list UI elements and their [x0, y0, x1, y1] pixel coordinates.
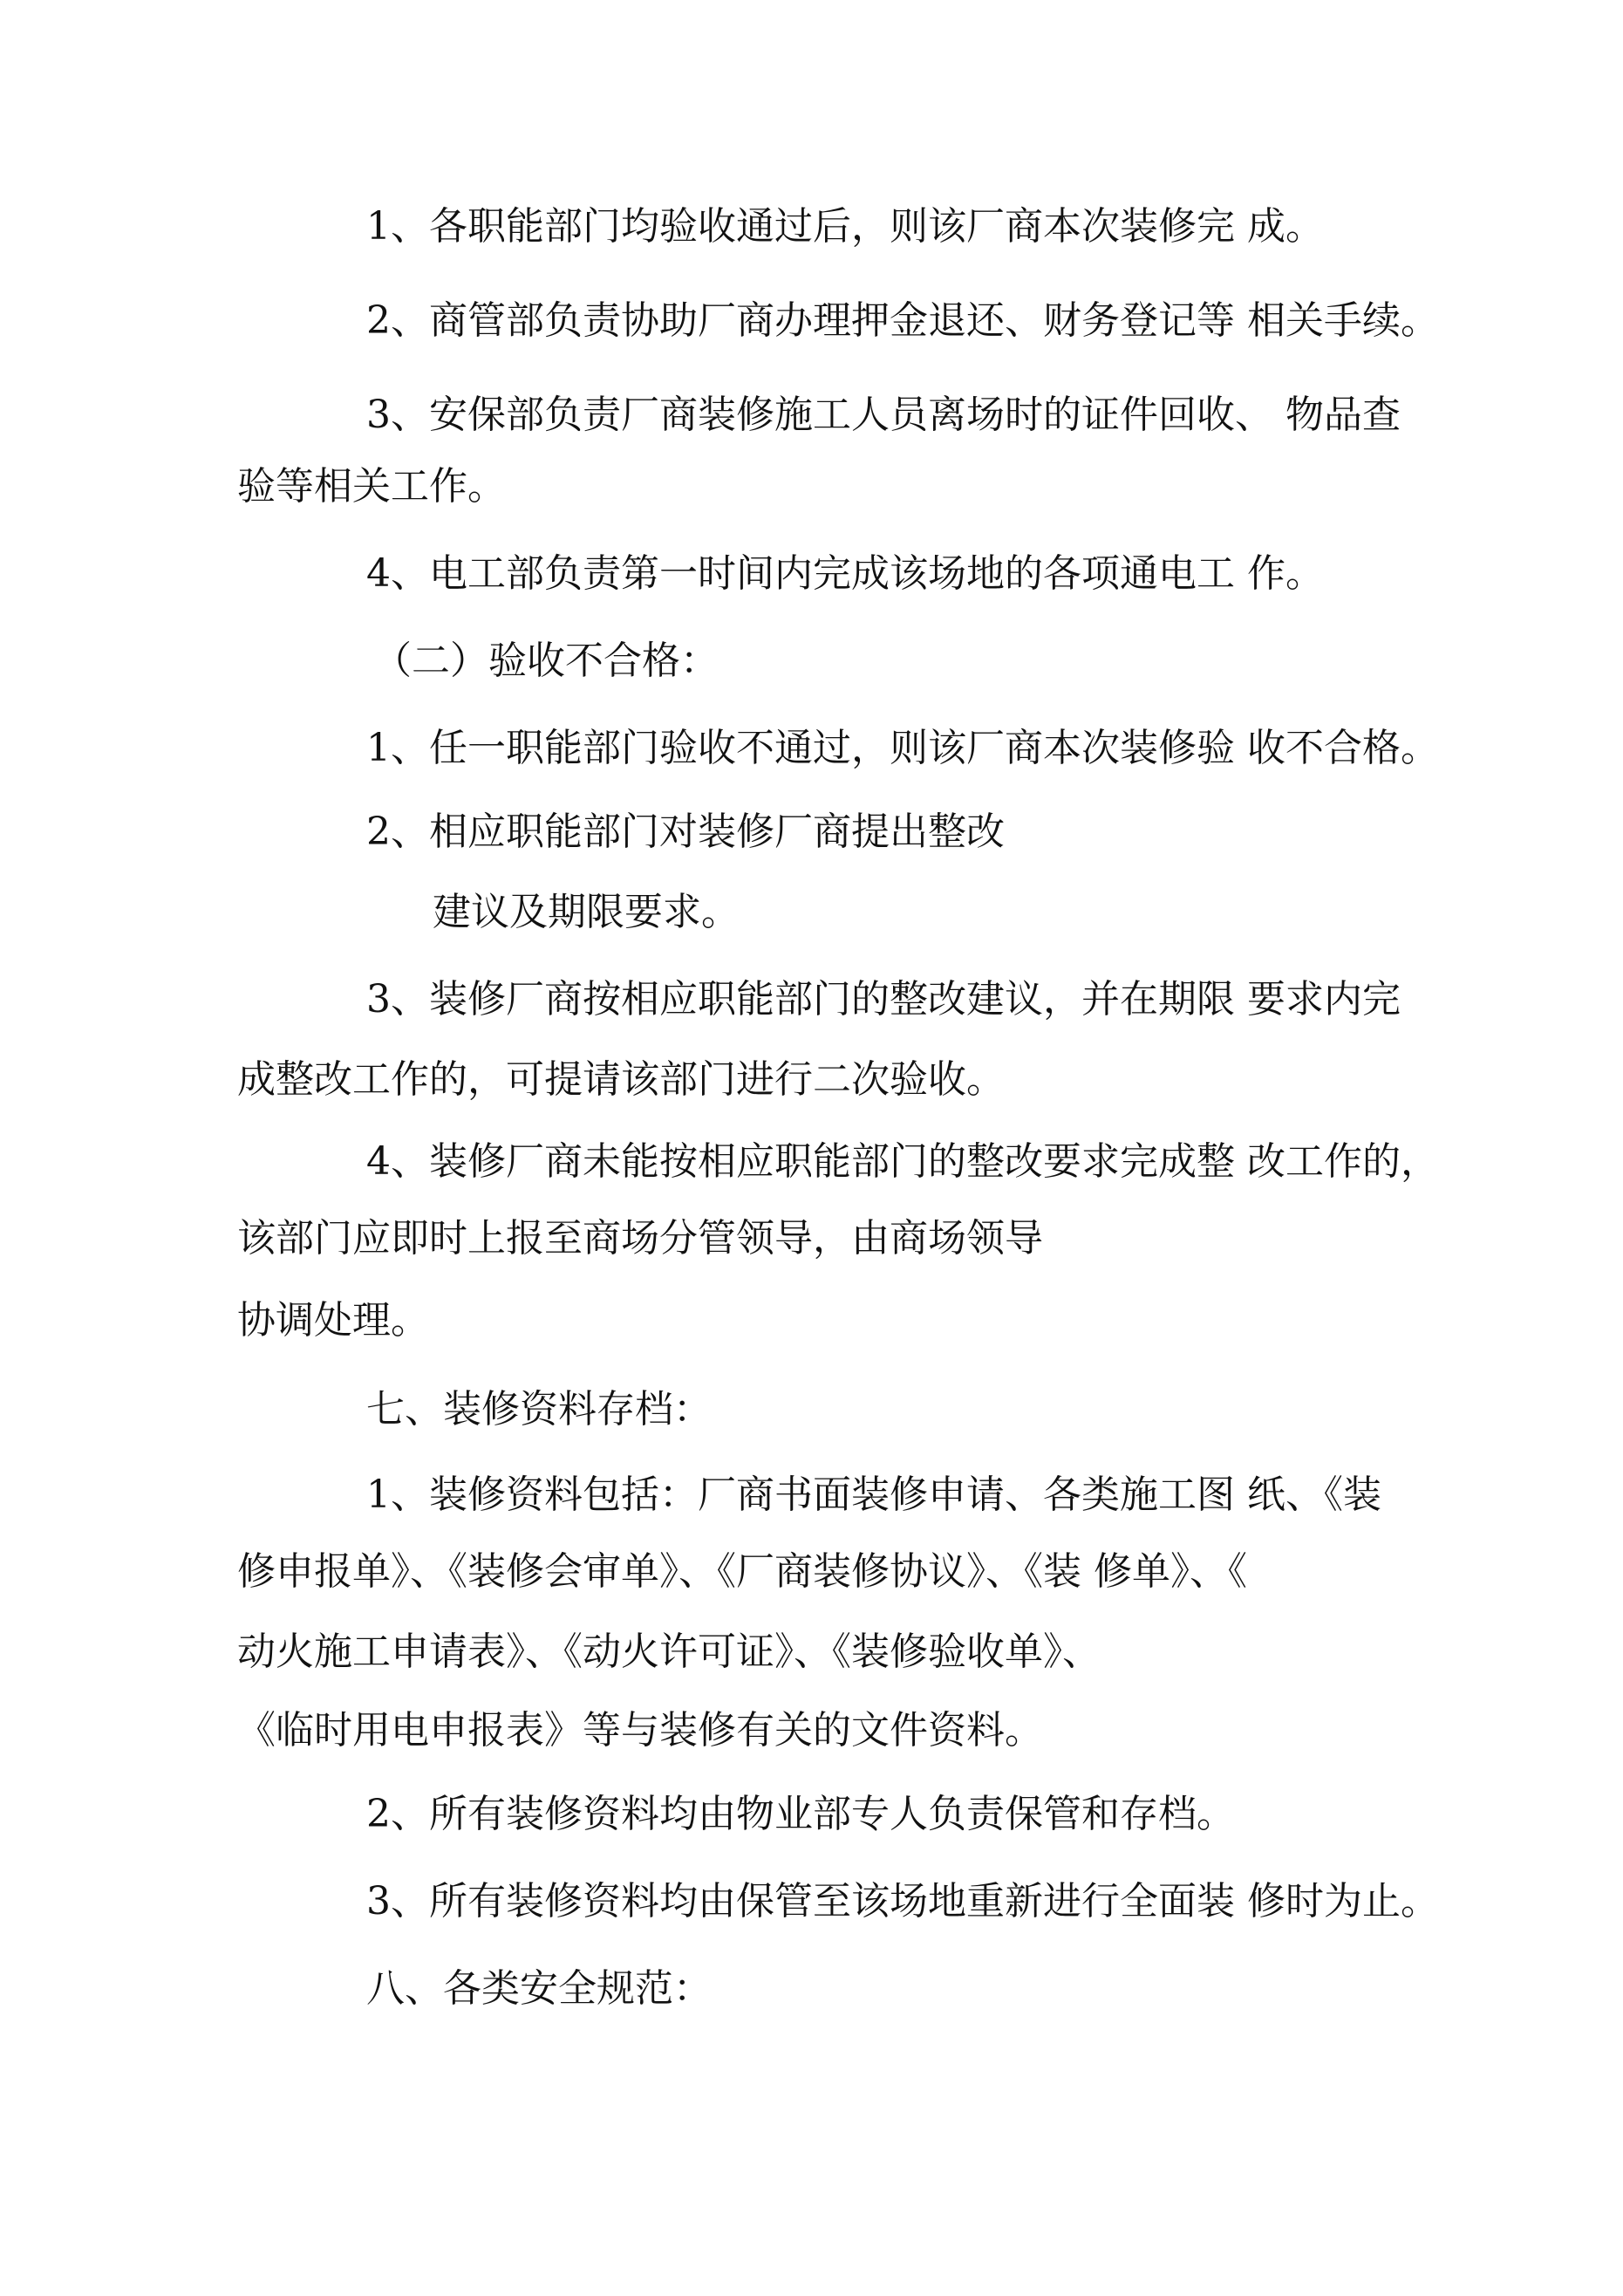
paragraph-line: 1、装修资料包括：厂商书面装修申请、各类施工图 纸、《装 — [366, 1473, 1381, 1517]
paragraph-line: 建议及期限要求。 — [433, 890, 740, 934]
paragraph-line: 3、装修厂商按相应职能部门的整改建议，并在期限 要求内完 — [366, 977, 1401, 1022]
paragraph-line: 1、各职能部门均验收通过后，则该厂商本次装修完 成。 — [366, 204, 1324, 249]
paragraph-line: 《临时用电申报表》等与装修有关的文件资料。 — [237, 1708, 1043, 1753]
section-heading: 七、装修资料存档： — [366, 1387, 712, 1432]
paragraph-line: 协调处理。 — [237, 1298, 429, 1343]
paragraph-line: 4、电工部负责第一时间内完成该场地的各项通电工 作。 — [366, 551, 1324, 596]
section-heading: 八、各类安全规范： — [366, 1966, 712, 2011]
paragraph-line: 2、所有装修资料均由物业部专人负责保管和存档。 — [366, 1792, 1235, 1836]
paragraph-line: 2、商管部负责协助厂商办理押金退还、财务登记等 相关手续。 — [366, 298, 1439, 343]
paragraph-line: 修申报单》、《装修会审单》、《厂商装修协议》、《装 修单》、《 — [237, 1549, 1247, 1594]
paragraph-line: 验等相关工作。 — [237, 464, 506, 509]
paragraph-line: 4、装修厂商未能按相应职能部门的整改要求完成整 改工作的， — [366, 1139, 1439, 1184]
paragraph-line: 成整改工作的，可提请该部门进行二次验收。 — [237, 1057, 1005, 1102]
paragraph-line: 动火施工申请表》、《动火许可证》、《装修验收单》、 — [237, 1630, 1101, 1674]
paragraph-line: 1、任一职能部门验收不通过，则该厂商本次装修验 收不合格。 — [366, 726, 1439, 770]
paragraph-line: 3、安保部负责厂商装修施工人员离场时的证件回收、 物品查 — [366, 393, 1401, 437]
paragraph-line: 3、所有装修资料均由保管至该场地重新进行全面装 修时为止。 — [366, 1879, 1439, 1924]
paragraph-line: 该部门应即时上报至商场分管领导，由商场领导 — [237, 1216, 1043, 1261]
paragraph-line: 2、相应职能部门对装修厂商提出整改 — [366, 810, 1005, 854]
section-heading: （二）验收不合格： — [373, 639, 719, 683]
